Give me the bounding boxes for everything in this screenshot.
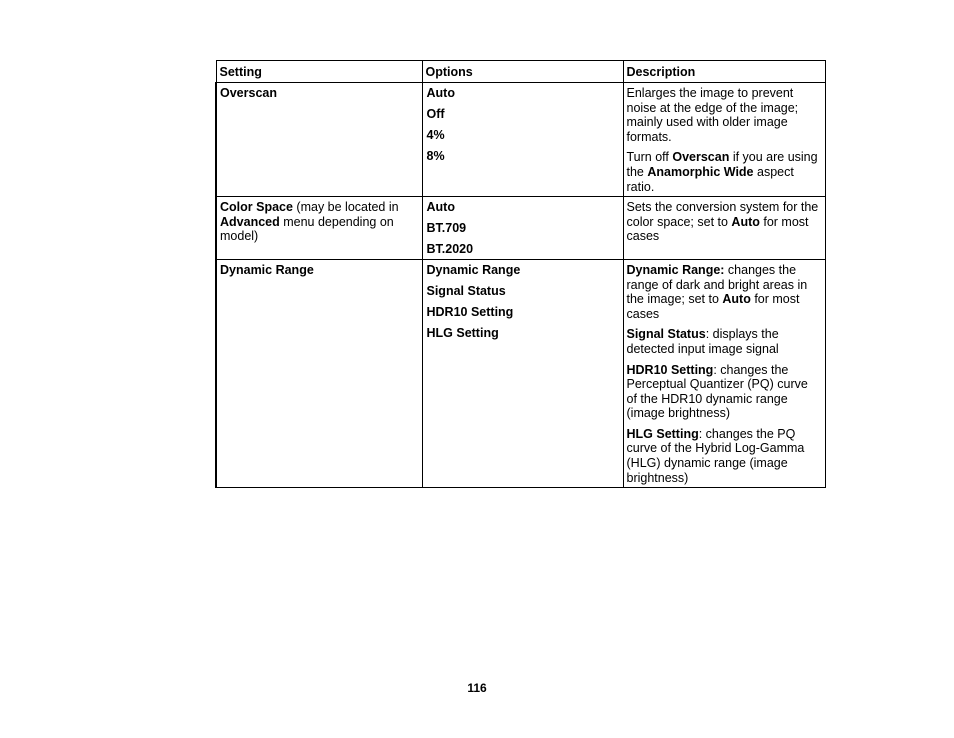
options-cell bbox=[422, 259, 623, 487]
description-paragraph bbox=[627, 150, 822, 194]
setting-name: Overscan bbox=[220, 86, 277, 100]
table-row bbox=[216, 83, 825, 197]
option-item: Auto bbox=[426, 86, 455, 100]
table-row bbox=[216, 197, 825, 260]
description-text: : displays the detected input image signal bbox=[626, 327, 779, 356]
setting-note: (may be located in bbox=[292, 200, 399, 215]
setting-cell bbox=[216, 197, 422, 260]
description-text: : changes the Perceptual Quantizer (PQ) curve of the HDR10 dynamic range (image brightness) bbox=[626, 362, 808, 421]
option-item: BT.709 bbox=[426, 221, 467, 236]
page-number: 116 bbox=[467, 681, 487, 695]
description-bold: HDR10 Setting bbox=[626, 362, 714, 377]
description-text: changes the range of dark and bright areas in the image; set to bbox=[626, 262, 808, 307]
header-setting: Setting bbox=[216, 61, 422, 83]
options-cell bbox=[422, 197, 623, 260]
description-cell bbox=[623, 197, 825, 260]
table-row bbox=[216, 259, 825, 487]
description-paragraph bbox=[627, 263, 822, 321]
description-paragraph bbox=[627, 200, 822, 244]
setting-name: Color Space bbox=[220, 200, 293, 215]
setting-note-bold: Advanced bbox=[220, 214, 280, 229]
description-paragraph bbox=[627, 86, 822, 144]
description-text: for most cases bbox=[626, 292, 800, 321]
description-bold: Auto bbox=[731, 214, 760, 229]
description-bold: Signal Status bbox=[626, 327, 706, 342]
header-description: Description bbox=[623, 61, 825, 83]
description-cell bbox=[623, 259, 825, 487]
settings-table bbox=[215, 60, 826, 488]
description-text: Sets the conversion system for the color space; set to bbox=[626, 200, 819, 229]
description-text: if you are using the bbox=[626, 150, 818, 179]
option-item: BT.2020 bbox=[426, 242, 474, 257]
description-paragraph bbox=[627, 327, 822, 356]
setting-cell bbox=[216, 83, 422, 197]
description-text: for most cases bbox=[626, 214, 809, 244]
option-item: Off bbox=[426, 107, 445, 122]
description-text: : changes the PQ curve of the Hybrid Log-Gamma (HLG) dynamic range (image brightness) bbox=[626, 426, 805, 485]
options-cell bbox=[422, 83, 623, 197]
description-cell bbox=[623, 83, 825, 197]
setting-note: menu depending on model) bbox=[220, 214, 394, 244]
option-item: 4% bbox=[426, 128, 445, 143]
option-item: Auto bbox=[426, 200, 455, 215]
description-text: Turn off bbox=[626, 150, 673, 165]
option-item: HDR10 Setting bbox=[426, 305, 514, 320]
setting-cell bbox=[216, 259, 422, 487]
description-text: Enlarges the image to prevent noise at the edge of the image; mainly used with older image formats. bbox=[626, 86, 799, 144]
description-paragraph bbox=[627, 427, 822, 485]
description-text: aspect ratio. bbox=[626, 164, 794, 194]
description-bold: Overscan bbox=[672, 150, 730, 165]
setting-name: Dynamic Range bbox=[220, 262, 314, 277]
description-bold: Dynamic Range: bbox=[626, 262, 725, 277]
table-header-row bbox=[216, 61, 825, 83]
option-item: Signal Status bbox=[426, 284, 506, 299]
option-item: Dynamic Range bbox=[426, 262, 521, 277]
description-bold: Anamorphic Wide bbox=[647, 164, 754, 179]
description-paragraph bbox=[627, 363, 822, 421]
option-item: HLG Setting bbox=[426, 326, 499, 341]
option-item: 8% bbox=[426, 149, 445, 164]
header-options: Options bbox=[422, 61, 623, 83]
description-bold: HLG Setting bbox=[626, 426, 699, 441]
description-bold: Auto bbox=[722, 292, 751, 307]
